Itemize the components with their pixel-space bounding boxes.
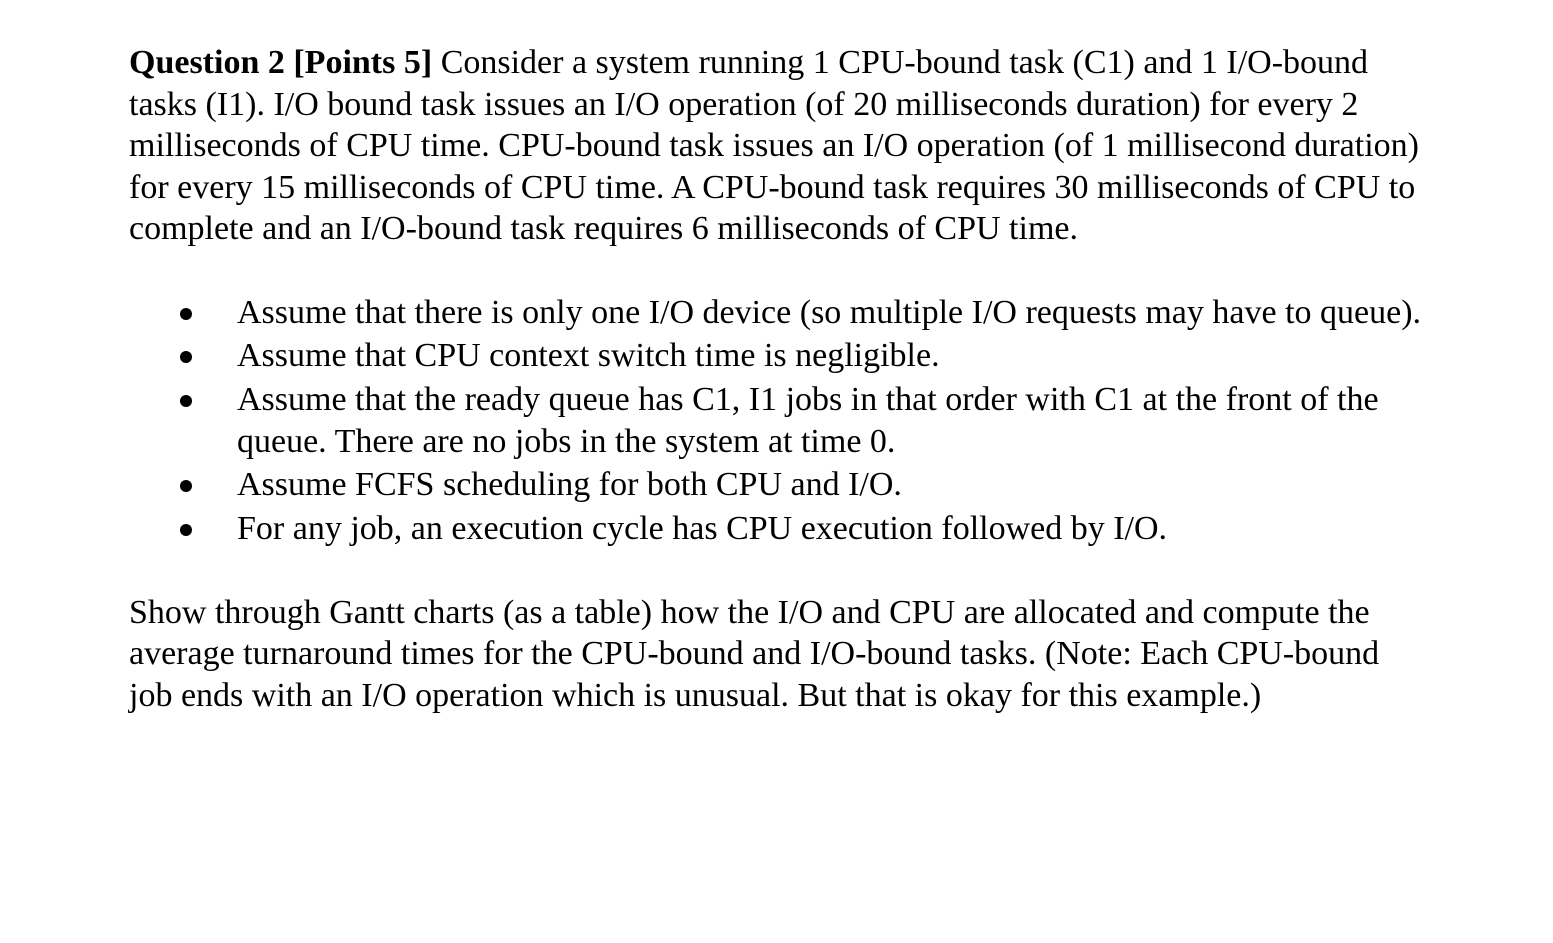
assumption-text: Assume that the ready queue has C1, I1 jobs in that order with C1 at the front of the queue. There are no jobs in the system at time 0. — [237, 380, 1379, 460]
bullet-icon — [180, 395, 192, 407]
assumption-text: Assume that there is only one I/O device (so multiple I/O requests may have to queue). — [237, 293, 1422, 331]
bullet-icon — [180, 480, 192, 492]
bullet-icon — [180, 524, 192, 536]
question-intro-paragraph — [129, 42, 1429, 250]
assumptions-list — [129, 292, 1429, 550]
conclusion-paragraph: Show through Gantt charts (as a table) how the I/O and CPU are allocated and compute the average turnaround times for the CPU-bound and I/O-bound tasks. (Note: Each CPU-bound job ends with an I/O operation which is unusual. But that is okay for this example.) — [129, 593, 1380, 714]
list-item — [129, 508, 1429, 550]
assumption-text: For any job, an execution cycle has CPU execution followed by I/O. — [237, 509, 1168, 547]
assumption-text: Assume FCFS scheduling for both CPU and I/O. — [237, 466, 902, 503]
assumption-text: Assume that CPU context switch time is negligible. — [237, 337, 940, 374]
question-intro-text: Consider a system running 1 CPU-bound task (C1) and 1 I/O-bound tasks (I1). I/O bound task issues an I/O operation (of 20 milliseconds duration) for every 2 milliseconds of CPU time. CPU-bound task issues an I/O operation (of 1 millisecond duration) for every 15 milliseconds of CPU time. A CPU-bound task requires 30 milliseconds of CPU to complete and an I/O-bound task requires 6 milliseconds of CPU time. — [129, 44, 1419, 247]
list-item — [129, 379, 1429, 463]
list-item — [129, 464, 1429, 506]
list-item — [129, 292, 1429, 334]
bullet-icon — [180, 351, 192, 363]
list-item — [129, 335, 1429, 377]
question-document — [129, 42, 1429, 716]
bullet-icon — [180, 308, 192, 320]
question-label: Question 2 [Points 5] — [129, 44, 433, 81]
